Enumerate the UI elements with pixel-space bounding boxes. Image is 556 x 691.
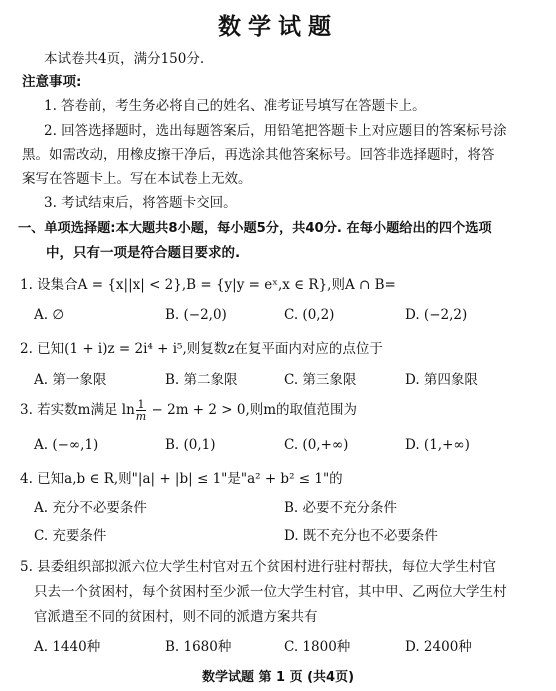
question-3-stem [20, 398, 357, 422]
section-heading-line-1: 一、单项选择题:本大题共8小题，每小题5分，共40分. 在每小题给出的四个选项 [18, 221, 492, 236]
notice-3: 3. 考试结束后，将答题卡交回。 [44, 195, 237, 211]
page-title: 数学试题 [218, 14, 338, 40]
question-4-option-b: B. 必要不充分条件 [284, 500, 398, 516]
question-4-option-c: C. 充要条件 [34, 528, 107, 544]
question-2-option-a: A. 第一象限 [34, 372, 107, 388]
notice-2-line-2: 黑。如需改动，用橡皮擦干净后，再选涂其他答案标号。回答非选择题时，将答 [22, 147, 495, 163]
question-5-option-d: D. 2400种 [405, 639, 472, 655]
question-3-stem-suffix: − 2m + 2 > 0,则m的取值范围为 [147, 402, 358, 418]
question-1-option-c: C. (0,2) [284, 307, 335, 323]
notice-heading: 注意事项: [22, 74, 82, 90]
exam-intro: 本试卷共4页，满分150分. [44, 51, 205, 67]
question-5-stem-line-1: 5. 县委组织部拟派六位大学生村官对五个贫困村进行驻村帮扶，每位大学生村官 [20, 559, 497, 575]
question-4-option-d: D. 既不充分也不必要条件 [284, 528, 438, 544]
question-2-option-d: D. 第四象限 [405, 372, 478, 388]
fraction-1-over-m [136, 399, 146, 422]
page-footer: 数学试题 第 1 页 (共4页) [201, 670, 355, 685]
question-3-option-b: B. (0,1) [165, 437, 216, 453]
question-1-option-b: B. (−2,0) [165, 307, 227, 323]
question-2-option-b: B. 第二象限 [165, 372, 238, 388]
section-heading-line-2: 中，只有一项是符合题目要求的. [46, 245, 241, 261]
question-2-stem: 2. 已知(1 + i)z = 2i⁴ + i⁵,则复数z在复平面内对应的点位于 [20, 341, 383, 357]
question-3-stem-prefix: 3. 若实数m满足 ln [20, 402, 135, 418]
question-5-option-b: B. 1680种 [165, 639, 232, 655]
question-5-option-c: C. 1800种 [284, 639, 351, 655]
question-5-stem-line-2: 只去一个贫困村，每个贫困村至少派一位大学生村官，其中甲、乙两位大学生村 [34, 584, 507, 600]
fraction-denominator: m [135, 410, 147, 423]
question-1-stem: 1. 设集合A = {x||x| < 2},B = {y|y = eˣ,x ∈ R},则A ∩ B= [20, 277, 396, 293]
question-3-option-d: D. (1,+∞) [405, 437, 470, 453]
question-1-option-a: A. ∅ [34, 307, 65, 323]
question-5-option-a: A. 1440种 [34, 639, 101, 655]
question-4-stem: 4. 已知a,b ∈ R,则"|a| + |b| ≤ 1"是"a² + b² ≤ 1"的 [20, 471, 343, 487]
question-4-option-a: A. 充分不必要条件 [34, 500, 147, 516]
notice-2-line-1: 2. 回答选择题时，选出每题答案后，用铅笔把答题卡上对应题目的答案标号涂 [44, 123, 507, 139]
question-1-option-d: D. (−2,2) [405, 307, 468, 323]
question-3-option-c: C. (0,+∞) [284, 437, 349, 453]
question-2-option-c: C. 第三象限 [284, 372, 357, 388]
question-3-option-a: A. (−∞,1) [34, 437, 99, 453]
notice-1: 1. 答卷前，考生务必将自己的姓名、准考证号填写在答题卡上。 [44, 98, 426, 114]
fraction-numerator: 1 [137, 398, 145, 411]
notice-2-line-3: 案写在答题卡上。写在本试卷上无效。 [22, 171, 252, 187]
question-5-stem-line-3: 官派遣至不同的贫困村，则不同的派遣方案共有 [34, 609, 318, 625]
